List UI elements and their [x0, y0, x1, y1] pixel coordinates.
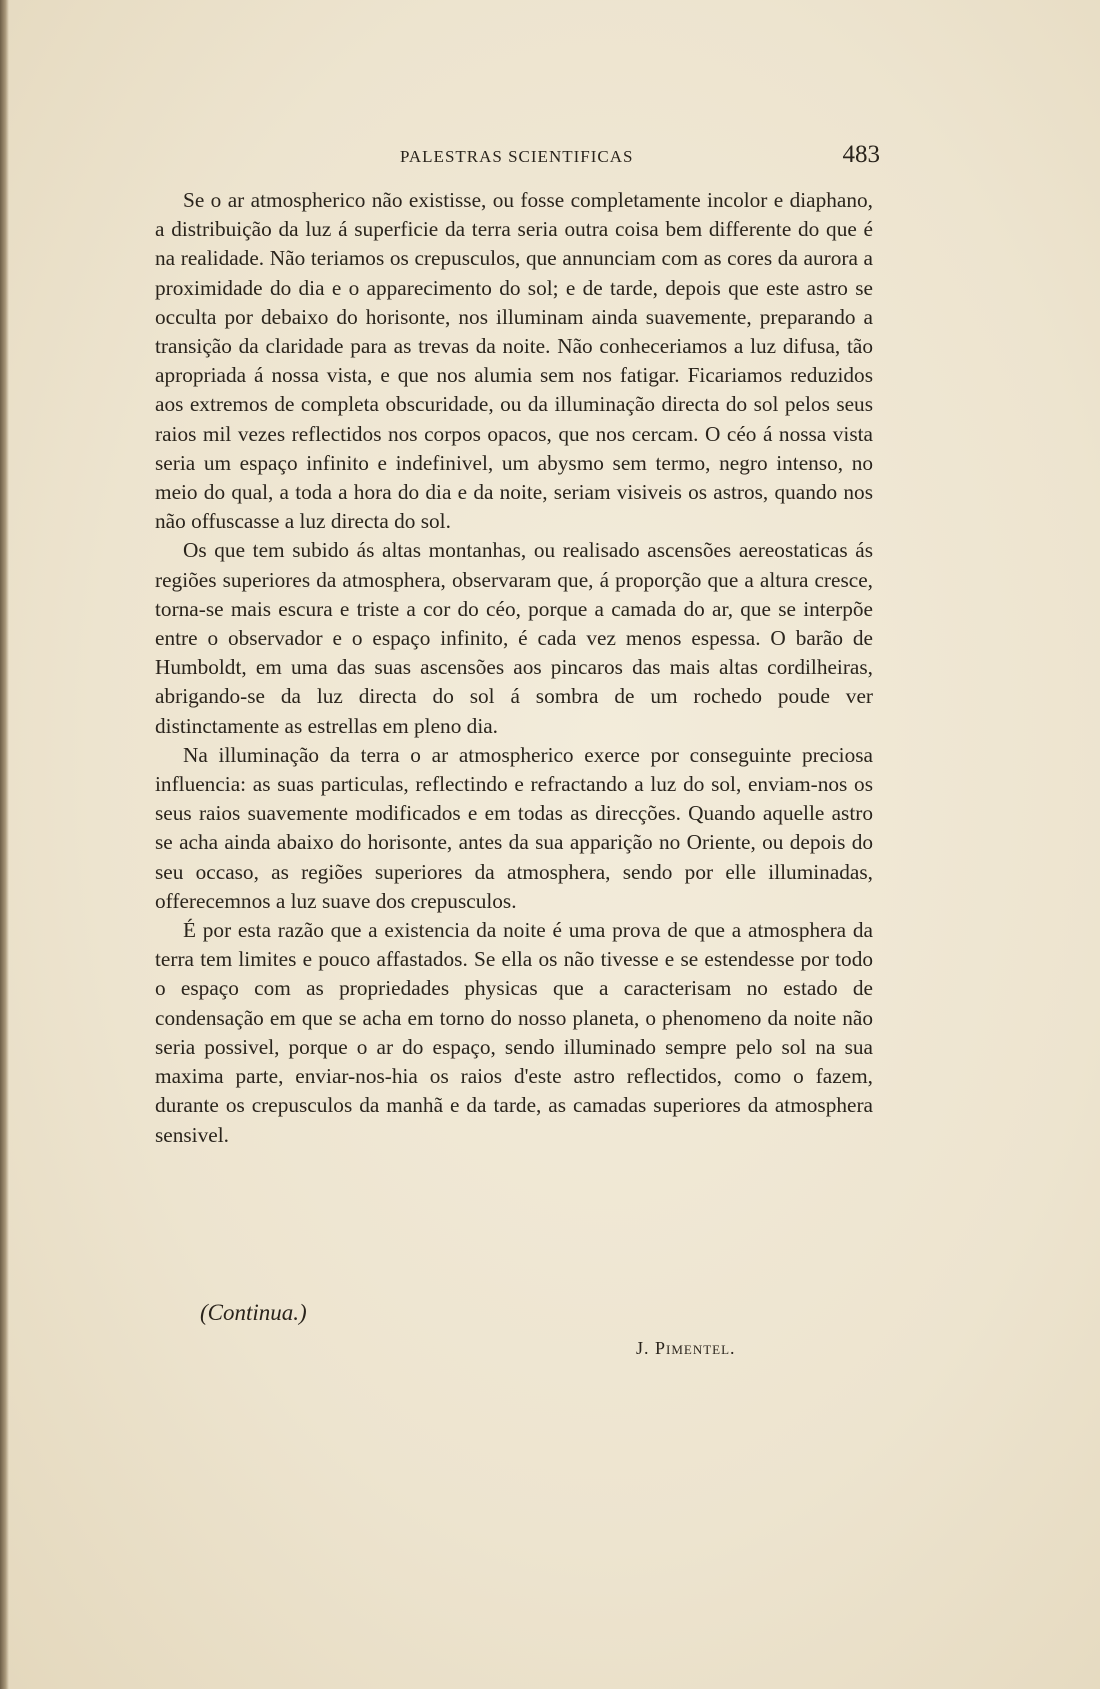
continued-note: (Continua.): [200, 1300, 307, 1325]
paragraph: Se o ar atmospherico não existisse, ou fosse completamente incolor e diaphano, a distribuição da luz á superficie da terra seria outra coisa bem differente do que é na realidade. Não teriamos os crepusculos, que annunciam com as cores da aurora a proximidade do dia e o apparecimento do sol; e de tarde, depois que este astro se occulta por debaixo do horisonte, nos illuminam ainda suavemente, preparando a transição da claridade para as trevas da noite. Não conheceriamos a luz difusa, tão apropriada á nossa vista, e que nos alumia sem nos fatigar. Ficariamos reduzidos aos extremos de completa obscuridade, ou da illuminação directa do sol pelos seus raios mil vezes reflectidos nos corpos opacos, que nos cercam. O céo á nossa vista seria um espaço infinito e indefinivel, um abysmo sem termo, negro intenso, no meio do qual, a toda a hora do dia e da noite, seriam visiveis os astros, quando nos não offuscasse a luz directa do sol.: [155, 188, 873, 534]
paragraph: É por esta razão que a existencia da noite é uma prova de que a atmosphera da terra tem limites e pouco affastados. Se ella os não tivesse e se estendesse por todo o espaço com as propriedades physicas que a caracterisam no estado de condensação em que se acha em torno do nosso planeta, o phenomeno da noite não seria possivel, porque o ar do espaço, sendo illuminado sempre pelo sol na sua maxima parte, enviar-nos-hia os raios d'este astro reflectidos, como o fazem, durante os crepusculos da manhã e da tarde, as camadas superiores da atmosphera sensivel.: [155, 918, 873, 1147]
page-binding-edge: [0, 0, 9, 1689]
running-title: PALESTRAS SCIENTIFICAS: [400, 147, 634, 166]
paragraph: Os que tem subido ás altas montanhas, ou realisado ascensões aereostaticas ás regiões superiores da atmosphera, observaram que, á proporção que a altura cresce, torna-se mais escura e triste a cor do céo, porque a camada do ar, que se interpõe entre o observador e o espaço infinito, é cada vez menos espessa. O barão de Humboldt, em uma das suas ascensões aos pincaros das mais altas cordilheiras, abrigando-se da luz directa do sol á sombra de um rochedo poude ver distinctamente as estrellas em pleno dia.: [155, 538, 873, 738]
page-number: 483: [842, 141, 880, 168]
author-signature: J. Pimentel.: [636, 1338, 736, 1358]
paragraph: Na illuminação da terra o ar atmospherico exerce por conseguinte preciosa influencia: as suas particulas, reflectindo e refractando a luz do sol, enviam-nos os seus raios suavemente modificados e em todas as direcções. Quando aquelle astro se acha ainda abaixo do horisonte, antes da sua apparição no Oriente, ou depois do seu occaso, as regiões superiores da atmosphera, sendo por elle illuminadas, offerecemnos a luz suave dos crepusculos.: [155, 742, 873, 913]
running-head: [155, 143, 880, 173]
body-text: [155, 186, 873, 1150]
